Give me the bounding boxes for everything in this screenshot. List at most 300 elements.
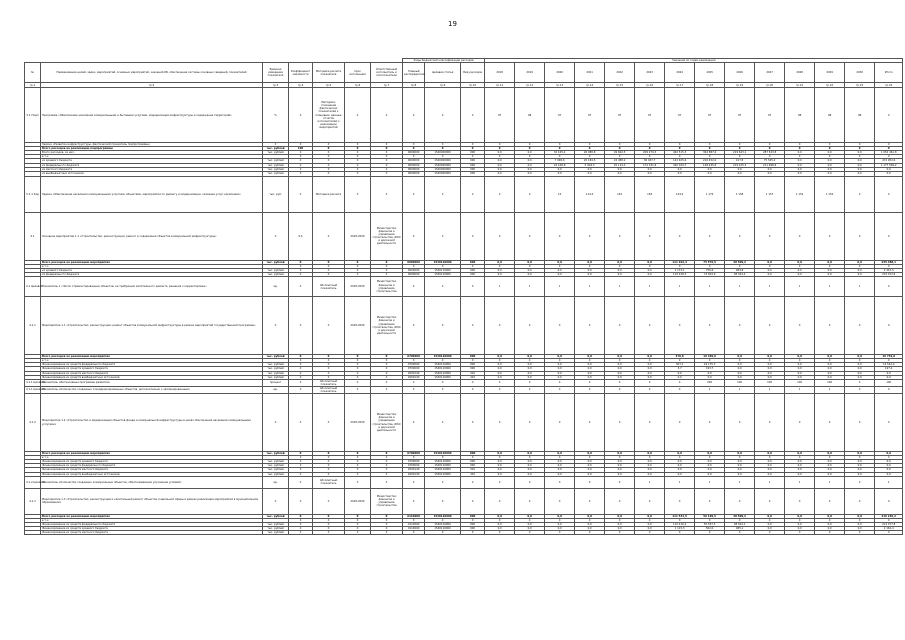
- table-cell: X: [755, 147, 785, 151]
- table-cell: X: [461, 476, 485, 488]
- table-cell: 48 024,1: [725, 522, 755, 526]
- table-cell: 0,0: [665, 460, 695, 464]
- table-cell: Министерство финансов и управление строительства: [371, 277, 403, 297]
- table-cell: X: [575, 488, 605, 514]
- table-cell: X: [289, 171, 313, 176]
- table-cell: X: [371, 531, 403, 535]
- table-cell: 4.1 Целевой: [25, 277, 41, 297]
- table-cell: X: [725, 212, 755, 260]
- table-cell: X: [545, 394, 575, 452]
- table-cell: 1 652 461,8: [875, 151, 903, 155]
- table-cell: 2 162,4: [875, 526, 903, 530]
- table-cell: X: [313, 171, 345, 176]
- table-cell: 0,0: [575, 367, 605, 371]
- table-cell: тыс. рублей: [263, 460, 289, 464]
- table-cell: 1540110000: [425, 514, 461, 518]
- table-cell: X: [875, 176, 903, 212]
- table-cell: 0,0: [545, 460, 575, 464]
- table-cell: X: [289, 518, 313, 522]
- table-cell: 0,0: [575, 171, 605, 176]
- table-cell: 0,0: [515, 268, 545, 272]
- table-cell: X: [461, 176, 485, 212]
- table-cell: 1540110000: [425, 472, 461, 476]
- table-cell: X: [371, 359, 403, 363]
- table-cell: 0,0: [635, 514, 665, 518]
- table-cell: X: [845, 386, 875, 393]
- table-cell: Министерство финансов и управление строительства, ЖКХ и дорожной деятельности: [371, 297, 403, 355]
- table-cell: X: [515, 531, 545, 535]
- table-cell: X: [313, 531, 345, 535]
- table-cell: X: [575, 531, 605, 535]
- table-cell: 0,0: [515, 363, 545, 367]
- table-cell: 214 077,8: [875, 522, 903, 526]
- table-cell: X: [635, 147, 665, 151]
- table-cell: 410: [461, 468, 485, 472]
- table-cell: X: [345, 379, 371, 386]
- table-cell: X: [461, 147, 485, 151]
- table-cell: 7 996,6: [545, 159, 575, 163]
- table-cell: 0,0: [695, 452, 725, 456]
- table-cell: X: [515, 386, 545, 393]
- table-cell: 0,0: [605, 260, 635, 264]
- table-cell: X: [313, 147, 345, 151]
- table-cell: X: [403, 88, 425, 143]
- table-cell: X: [485, 531, 515, 535]
- table-cell: X: [313, 394, 345, 452]
- table-cell: 000: [461, 167, 485, 171]
- table-cell: X: [875, 143, 903, 147]
- table-cell: 0,0: [875, 371, 903, 375]
- table-cell: 0,0: [515, 371, 545, 375]
- table-cell: X: [345, 526, 371, 530]
- table-cell: 485,1: [725, 526, 755, 530]
- table-cell: X: [461, 394, 485, 452]
- table-cell: 1: [665, 476, 695, 488]
- table-cell: 0,0: [515, 452, 545, 456]
- table-cell: 0,0: [755, 273, 785, 277]
- table-cell: X: [345, 268, 371, 272]
- header-cell: Главный распорядитель: [403, 63, 425, 83]
- table-cell: 1: [695, 476, 725, 488]
- table-cell: X: [345, 273, 371, 277]
- table-cell: X: [289, 476, 313, 488]
- table-cell: 0,0: [815, 363, 845, 367]
- table-cell: 0,0: [545, 375, 575, 379]
- column-number-cell: гр.16: [635, 83, 665, 88]
- table-cell: 1 174,1: [665, 268, 695, 272]
- table-cell: 36 947,7: [635, 159, 665, 163]
- table-cell: X: [755, 155, 785, 159]
- table-cell: X: [785, 394, 815, 452]
- column-number-cell: гр.8: [403, 83, 425, 88]
- table-cell: 0,0: [575, 363, 605, 367]
- table-cell: 0: [575, 386, 605, 393]
- table-cell: 0,0: [665, 452, 695, 456]
- table-cell: 0000000: [403, 273, 425, 277]
- table-cell: 0,0: [515, 171, 545, 176]
- table-cell: 0,0: [845, 273, 875, 277]
- table-cell: X: [665, 456, 695, 460]
- table-cell: X: [345, 452, 371, 456]
- table-cell: 0,0: [485, 460, 515, 464]
- table-cell: X: [461, 379, 485, 386]
- table-cell: 000: [461, 151, 485, 155]
- table-cell: 410: [461, 375, 485, 379]
- row-name-cell: Финансирование из средств краевого бюджета: [41, 526, 263, 530]
- table-cell: 0,0: [515, 151, 545, 155]
- table-cell: 0,0: [755, 522, 785, 526]
- table-cell: X: [371, 472, 403, 476]
- table-cell: 197,4: [875, 367, 903, 371]
- table-cell: X: [289, 367, 313, 371]
- table-cell: 0,0: [845, 460, 875, 464]
- table-cell: тыс. рублей: [263, 147, 289, 151]
- table-cell: X: [845, 394, 875, 452]
- table-cell: 1540000000: [425, 171, 461, 176]
- table-cell: X: [371, 476, 403, 488]
- table-cell: X: [755, 518, 785, 522]
- column-number-cell: гр.1: [25, 83, 41, 88]
- table-cell: X: [425, 264, 461, 268]
- table-cell: 4.1.3: [25, 488, 41, 514]
- table-cell: X: [815, 147, 845, 151]
- header-cell: 2025: [695, 63, 725, 83]
- table-cell: 4.1.1 Целевой: [25, 386, 41, 393]
- table-cell: 110 228,3: [665, 273, 695, 277]
- row-name-cell: Финансирование из средств краевого бюджета: [41, 367, 263, 371]
- table-cell: X: [345, 159, 371, 163]
- table-cell: 19 542,4: [875, 363, 903, 367]
- header-cell: 2030: [845, 63, 875, 83]
- table-cell: 0,0: [515, 514, 545, 518]
- table-cell: 000: [461, 460, 485, 464]
- table-cell: X: [515, 476, 545, 488]
- table-cell: 0,0: [485, 355, 515, 359]
- table-cell: 364 887,6: [695, 151, 725, 155]
- table-cell: 75 576,5: [695, 260, 725, 264]
- table-cell: X: [695, 147, 725, 151]
- table-cell: X: [425, 456, 461, 460]
- column-number-cell: гр.12: [515, 83, 545, 88]
- table-cell: 0000000: [403, 171, 425, 176]
- table-cell: X: [785, 488, 815, 514]
- table-cell: 0,0: [485, 167, 515, 171]
- table-cell: 0,0: [575, 260, 605, 264]
- table-cell: 1540110000: [425, 371, 461, 375]
- table-cell: 1: [815, 476, 845, 488]
- table-cell: X: [289, 355, 313, 359]
- row-name-cell: из внебюджетных источников: [41, 171, 263, 176]
- table-cell: Министерство финансов и управление строительства, ЖКХ и дорожной деятельности: [371, 212, 403, 260]
- table-cell: X: [425, 488, 461, 514]
- table-cell: 97: [545, 88, 575, 143]
- table-cell: X: [289, 526, 313, 530]
- table-cell: 0,0: [515, 472, 545, 476]
- table-cell: X: [545, 518, 575, 522]
- table-cell: 0,0: [605, 273, 635, 277]
- table-cell: X: [665, 394, 695, 452]
- table-cell: 0,0: [605, 526, 635, 530]
- table-cell: 1540110000: [425, 273, 461, 277]
- table-cell: 0,0: [605, 171, 635, 176]
- table-cell: X: [635, 488, 665, 514]
- table-cell: 0,0: [545, 273, 575, 277]
- table-cell: 1: [785, 476, 815, 488]
- table-cell: 0: [665, 379, 695, 386]
- table-cell: X: [815, 488, 845, 514]
- table-cell: 0,0: [725, 464, 755, 468]
- table-cell: X: [575, 143, 605, 147]
- table-cell: 1: [695, 386, 725, 393]
- table-cell: 0,0: [485, 163, 515, 167]
- table-cell: X: [815, 297, 845, 355]
- table-row: [25, 386, 903, 393]
- table-cell: X: [665, 147, 695, 151]
- table-cell: 0700000: [403, 464, 425, 468]
- table-cell: 0,0: [545, 171, 575, 176]
- row-name-cell: Задача «Обеспечение населения коммунальными услугами, объектами, мероприятия по ремонту и модернизации, оказание услуг населению»: [41, 176, 263, 212]
- table-cell: X: [635, 359, 665, 363]
- table-cell: X: [515, 176, 545, 212]
- table-cell: %: [263, 88, 289, 143]
- table-cell: 5 904,3: [575, 163, 605, 167]
- table-cell: X: [371, 522, 403, 526]
- table-cell: Абсолютный показатель: [313, 277, 345, 297]
- table-cell: X: [461, 143, 485, 147]
- table-cell: 1540110000: [425, 363, 461, 367]
- table-cell: 2000140: [403, 375, 425, 379]
- header-cell: 2027: [755, 63, 785, 83]
- table-cell: 0,0: [515, 159, 545, 163]
- column-number-cell: гр.10: [461, 83, 485, 88]
- table-cell: 0,0: [635, 260, 665, 264]
- table-cell: 97: [695, 88, 725, 143]
- table-cell: 0,0: [515, 522, 545, 526]
- table-cell: 367,1: [665, 363, 695, 367]
- table-cell: 2000140: [403, 468, 425, 472]
- table-cell: X: [515, 155, 545, 159]
- table-cell: X: [485, 379, 515, 386]
- table-cell: 0,0: [635, 268, 665, 272]
- table-cell: X: [485, 518, 515, 522]
- table-cell: 0,0: [815, 167, 845, 171]
- table-cell: X: [313, 522, 345, 526]
- table-cell: 0000000: [403, 268, 425, 272]
- table-cell: 0000000: [403, 167, 425, 171]
- table-cell: 24 488,2: [605, 159, 635, 163]
- table-cell: 1540110000: [425, 260, 461, 264]
- table-cell: 1: [785, 386, 815, 393]
- table-cell: 100: [755, 379, 785, 386]
- table-cell: 0,0: [845, 452, 875, 456]
- table-cell: X: [545, 264, 575, 268]
- table-cell: [25, 531, 41, 535]
- table-cell: 462 515,3: [665, 151, 695, 155]
- table-cell: 1540000000: [425, 159, 461, 163]
- row-name-cell: в т.ч.: [41, 518, 263, 522]
- table-cell: 0,0: [605, 468, 635, 472]
- table-row: [25, 297, 903, 355]
- table-cell: X: [515, 359, 545, 363]
- row-name-cell: Финансирование из средств федерального бюджета: [41, 522, 263, 526]
- table-cell: 0,0: [785, 151, 815, 155]
- table-cell: тыс. рублей: [263, 151, 289, 155]
- table-cell: X: [635, 531, 665, 535]
- row-name-cell: в т.ч.: [41, 359, 263, 363]
- table-cell: X: [289, 468, 313, 472]
- table-cell: 0,0: [515, 526, 545, 530]
- table-cell: X: [289, 522, 313, 526]
- table-cell: тыс. рублей: [263, 514, 289, 518]
- table-cell: 0,0: [725, 375, 755, 379]
- row-name-cell: из федерального бюджета: [41, 163, 263, 167]
- table-cell: X: [425, 212, 461, 260]
- table-cell: X: [695, 394, 725, 452]
- table-cell: 32 105,4: [545, 151, 575, 155]
- table-cell: 0,0: [755, 472, 785, 476]
- table-cell: 0,0: [575, 522, 605, 526]
- table-cell: X: [875, 264, 903, 268]
- table-cell: 0,0: [815, 163, 845, 167]
- table-cell: 000: [461, 363, 485, 367]
- table-cell: 0,0: [755, 371, 785, 375]
- table-cell: X: [635, 143, 665, 147]
- table-cell: X: [263, 394, 289, 452]
- table-cell: 49 602,5: [605, 151, 635, 155]
- table-cell: 0,0: [845, 526, 875, 530]
- table-cell: 0,0: [695, 167, 725, 171]
- table-cell: X: [845, 379, 875, 386]
- table-cell: 2 415,5: [875, 268, 903, 272]
- table-cell: X: [425, 297, 461, 355]
- table-cell: 0,0: [485, 468, 515, 472]
- table-cell: X: [425, 379, 461, 386]
- table-cell: тыс. рублей: [263, 464, 289, 468]
- table-cell: 0,5: [289, 212, 313, 260]
- table-cell: 0,0: [485, 472, 515, 476]
- table-cell: 0,0: [665, 464, 695, 468]
- table-cell: X: [785, 531, 815, 535]
- table-cell: 0,0: [785, 460, 815, 464]
- row-name-cell: Всего расходов на реализацию мероприятия: [41, 260, 263, 264]
- table-cell: 0,0: [725, 171, 755, 176]
- table-cell: 1540110000: [425, 268, 461, 272]
- table-cell: 211 998,6: [755, 163, 785, 167]
- table-cell: 0,0: [785, 522, 815, 526]
- table-cell: X: [515, 147, 545, 151]
- table-cell: X: [371, 514, 403, 518]
- table-cell: X: [313, 460, 345, 464]
- table-cell: X: [371, 518, 403, 522]
- table-cell: X: [845, 212, 875, 260]
- table-cell: X: [313, 155, 345, 159]
- table-cell: 0000000: [403, 260, 425, 264]
- table-cell: X: [289, 460, 313, 464]
- table-cell: 97: [605, 88, 635, 143]
- table-cell: 0,0: [605, 375, 635, 379]
- table-cell: X: [725, 394, 755, 452]
- table-cell: X: [263, 297, 289, 355]
- table-cell: X: [313, 518, 345, 522]
- table-cell: X: [345, 176, 371, 212]
- table-cell: 1: [635, 476, 665, 488]
- table-cell: X: [725, 147, 755, 151]
- header-cell: 2021: [575, 63, 605, 83]
- row-name-cell: в т.ч.: [41, 155, 263, 159]
- table-cell: X: [485, 155, 515, 159]
- table-cell: X: [403, 456, 425, 460]
- table-cell: X: [345, 260, 371, 264]
- table-cell: 1: [725, 277, 755, 297]
- table-cell: X: [371, 456, 403, 460]
- table-cell: 0,0: [695, 464, 725, 468]
- program-table: [24, 58, 903, 535]
- table-cell: 100: [785, 379, 815, 386]
- table-cell: 1 177 509,2: [875, 163, 903, 167]
- table-cell: 0700000: [403, 363, 425, 367]
- table-cell: X: [815, 531, 845, 535]
- table-cell: X: [313, 273, 345, 277]
- table-cell: 1: [755, 476, 785, 488]
- table-cell: 0,0: [545, 367, 575, 371]
- table-cell: X: [313, 526, 345, 530]
- table-cell: 0: [605, 476, 635, 488]
- table-cell: 97: [485, 88, 515, 143]
- row-name-cell: Финансирование из средств внебюджетных источников: [41, 375, 263, 379]
- column-number-cell: гр.5: [313, 83, 345, 88]
- table-cell: X: [371, 147, 403, 151]
- table-cell: X: [425, 143, 461, 147]
- table-cell: X: [313, 264, 345, 268]
- header-cell: 2024: [665, 63, 695, 83]
- table-cell: X: [425, 394, 461, 452]
- table-cell: X: [785, 143, 815, 147]
- table-cell: X: [371, 167, 403, 171]
- table-cell: X: [461, 531, 485, 535]
- column-number-cell: гр.3: [263, 83, 289, 88]
- table-cell: X: [289, 297, 313, 355]
- table-cell: X: [289, 151, 313, 155]
- table-cell: 1540110000: [425, 526, 461, 530]
- table-cell: X: [313, 212, 345, 260]
- header-cell: Итого: [875, 63, 903, 83]
- table-cell: X: [371, 452, 403, 456]
- table-cell: 484,8: [725, 268, 755, 272]
- table-cell: 0,0: [695, 171, 725, 176]
- table-cell: 0,0: [575, 526, 605, 530]
- column-number-cell: гр.14: [575, 83, 605, 88]
- table-cell: X: [313, 472, 345, 476]
- table-cell: X: [605, 143, 635, 147]
- table-cell: X: [485, 488, 515, 514]
- table-cell: X: [403, 476, 425, 488]
- table-cell: тыс. рублей: [263, 171, 289, 176]
- table-cell: 000: [461, 452, 485, 456]
- header-cell: №: [25, 63, 41, 83]
- table-cell: X: [289, 163, 313, 167]
- table-cell: X: [289, 452, 313, 456]
- table-cell: 0,0: [695, 371, 725, 375]
- table-cell: X: [785, 297, 815, 355]
- table-cell: 0,0: [515, 375, 545, 379]
- table-cell: 98: [845, 88, 875, 143]
- table-cell: тыс. рублей: [263, 363, 289, 367]
- table-cell: X: [665, 488, 695, 514]
- table-cell: X: [345, 375, 371, 379]
- row-name-cell: Показатель 1 «Число отремонтированных объектов, не требующих капитального ремонта, решения о корректировке»: [41, 277, 263, 297]
- table-cell: X: [875, 359, 903, 363]
- table-cell: 219 225,3: [725, 163, 755, 167]
